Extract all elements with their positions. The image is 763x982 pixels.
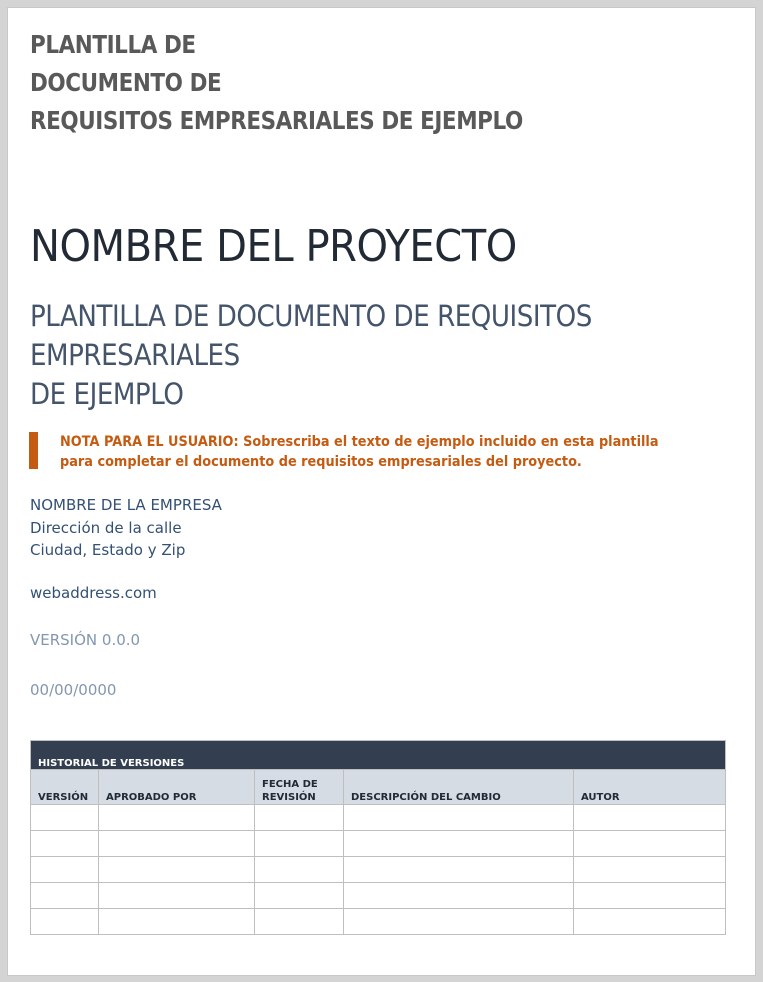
column-header-approved-by: APROBADO POR xyxy=(99,770,255,805)
doc-type-line: PLANTILLA DE xyxy=(30,30,196,59)
table-cell[interactable] xyxy=(574,805,726,831)
version-history-title: HISTORIAL DE VERSIONES xyxy=(31,741,726,770)
document-page xyxy=(8,8,755,975)
column-header-line: FECHA DE xyxy=(262,779,318,790)
company-web-address[interactable]: webaddress.com xyxy=(30,584,157,602)
table-cell[interactable] xyxy=(574,909,726,935)
column-header-line: REVISIÓN xyxy=(262,792,316,803)
company-street: Dirección de la calle xyxy=(30,518,182,537)
table-row xyxy=(31,883,726,909)
table-cell[interactable] xyxy=(31,909,99,935)
version-history-table xyxy=(30,740,726,935)
column-header-version: VERSIÓN xyxy=(31,770,99,805)
document-date: 00/00/0000 xyxy=(30,681,117,699)
table-cell[interactable] xyxy=(344,883,574,909)
table-cell[interactable] xyxy=(255,909,344,935)
column-header-revision-date xyxy=(255,770,344,805)
company-name: NOMBRE DE LA EMPRESA xyxy=(30,496,222,514)
table-row xyxy=(31,831,726,857)
column-header-author: AUTOR xyxy=(574,770,726,805)
document-type-heading xyxy=(30,26,523,140)
table-row xyxy=(31,909,726,935)
table-cell[interactable] xyxy=(255,857,344,883)
table-row xyxy=(31,857,726,883)
table-cell[interactable] xyxy=(574,831,726,857)
doc-type-line: REQUISITOS EMPRESARIALES DE EJEMPLO xyxy=(30,106,523,135)
table-cell[interactable] xyxy=(99,909,255,935)
table-cell[interactable] xyxy=(344,831,574,857)
table-cell[interactable] xyxy=(99,857,255,883)
company-info xyxy=(30,494,222,562)
table-cell[interactable] xyxy=(31,831,99,857)
table-row xyxy=(31,805,726,831)
note-accent-bar xyxy=(29,432,38,469)
table-cell[interactable] xyxy=(31,805,99,831)
table-cell[interactable] xyxy=(344,909,574,935)
table-cell[interactable] xyxy=(574,857,726,883)
table-cell[interactable] xyxy=(99,883,255,909)
table-cell[interactable] xyxy=(255,883,344,909)
subtitle-line: DE EJEMPLO xyxy=(30,377,184,411)
document-version: VERSIÓN 0.0.0 xyxy=(30,631,141,649)
subtitle-line: EMPRESARIALES xyxy=(30,338,240,372)
table-cell[interactable] xyxy=(31,857,99,883)
table-cell[interactable] xyxy=(344,805,574,831)
version-history-header-row xyxy=(31,770,726,805)
document-subtitle xyxy=(30,297,592,414)
table-cell[interactable] xyxy=(574,883,726,909)
table-cell[interactable] xyxy=(31,883,99,909)
table-cell[interactable] xyxy=(344,857,574,883)
table-cell[interactable] xyxy=(99,831,255,857)
table-cell[interactable] xyxy=(99,805,255,831)
table-cell[interactable] xyxy=(255,805,344,831)
note-line: para completar el documento de requisitos empresariales del proyecto. xyxy=(60,454,582,470)
version-history-title-row xyxy=(31,741,726,770)
company-city-state-zip: Ciudad, Estado y Zip xyxy=(30,541,186,559)
doc-type-line: DOCUMENTO DE xyxy=(30,68,222,97)
subtitle-line: PLANTILLA DE DOCUMENTO DE REQUISITOS xyxy=(30,299,592,333)
table-cell[interactable] xyxy=(255,831,344,857)
note-line: NOTA PARA EL USUARIO: Sobrescriba el texto de ejemplo incluido en esta plantilla xyxy=(60,434,659,450)
column-header-change-description: DESCRIPCIÓN DEL CAMBIO xyxy=(344,770,574,805)
project-title: NOMBRE DEL PROYECTO xyxy=(30,221,517,272)
note-text xyxy=(60,432,659,472)
